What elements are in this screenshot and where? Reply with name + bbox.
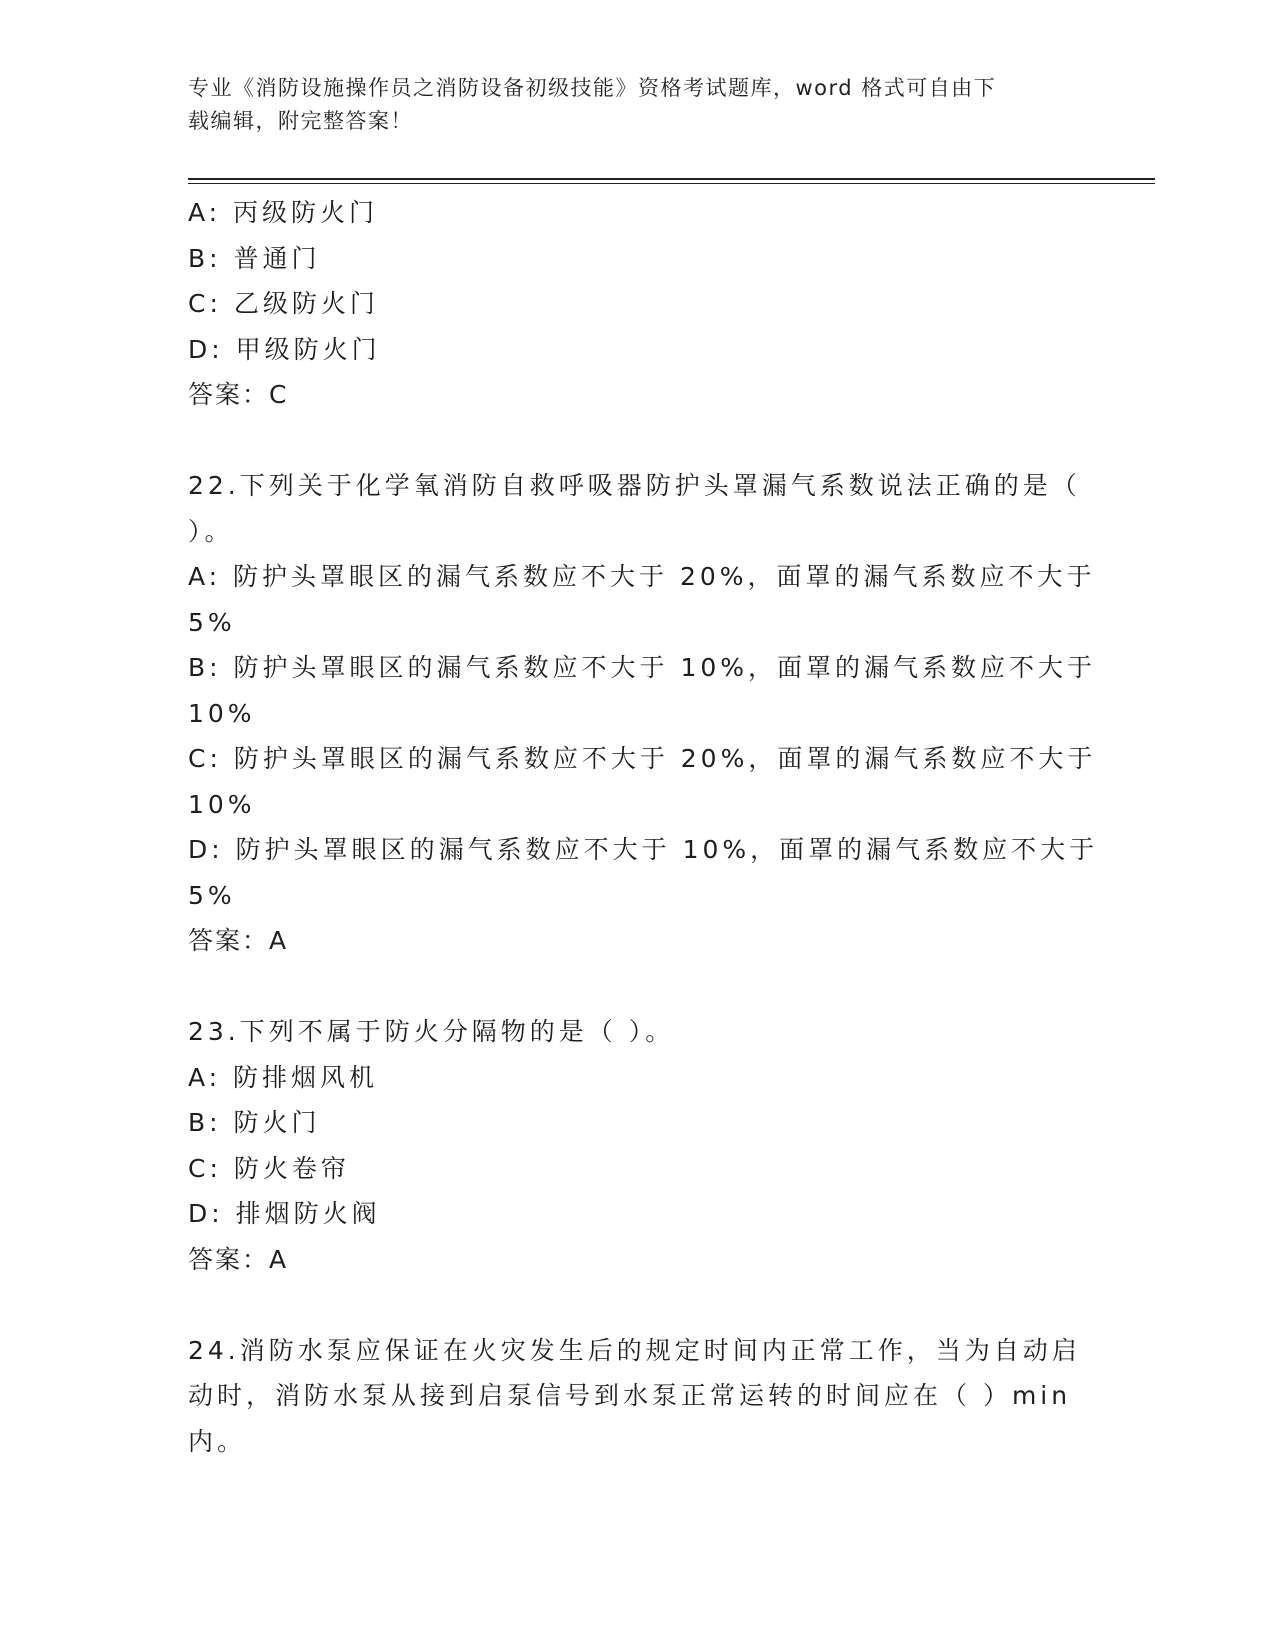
option-a: A: 防护头罩眼区的漏气系数应不大于 20%，面罩的漏气系数应不大于 [188, 562, 1096, 591]
prev-question-block [188, 190, 1088, 418]
question-stem: 23.下列不属于防火分隔物的是（ ）。 [188, 1017, 675, 1046]
question-stem: 22.下列关于化学氧消防自救呼吸器防护头罩漏气系数说法正确的是（ [188, 471, 1081, 500]
question-stem-cont: 内。 [188, 1426, 247, 1456]
option-a-cont: 5% [188, 607, 236, 637]
option-d: D: 排烟防火阀 [188, 1199, 381, 1228]
question-content [188, 190, 1099, 1464]
option-c: C: 乙级防火门 [188, 289, 379, 318]
option-a: A: 防排烟风机 [188, 1062, 379, 1092]
question-22-block [188, 463, 1099, 964]
question-stem-cont: 动时，消防水泵从接到启泵信号到水泵正常运转的时间应在（ ）min [188, 1381, 1072, 1410]
option-b: B: 普通门 [188, 243, 321, 273]
option-c-cont: 10% [188, 789, 256, 819]
answer: 答案：A [188, 926, 289, 955]
option-d: D: 防护头罩眼区的漏气系数应不大于 10%，面罩的漏气系数应不大于 [188, 835, 1099, 864]
option-a: A: 丙级防火门 [188, 198, 379, 227]
option-c: C: 防护头罩眼区的漏气系数应不大于 20%，面罩的漏气系数应不大于 [188, 744, 1097, 773]
question-stem-cont: ）。 [188, 516, 234, 546]
spacer [188, 964, 1088, 1010]
option-d-cont: 5% [188, 880, 236, 910]
option-b: B: 防护头罩眼区的漏气系数应不大于 10%，面罩的漏气系数应不大于 [188, 653, 1097, 682]
header-line-1: 专业《消防设施操作员之消防设备初级技能》资格考试题库，word 格式可自由下 [188, 76, 997, 100]
answer: 答案：A [188, 1244, 289, 1274]
question-stem: 24.消防水泵应保证在火灾发生后的规定时间内正常工作，当为自动启 [188, 1335, 1081, 1365]
answer: 答案：C [188, 380, 289, 409]
option-b-cont: 10% [188, 698, 256, 728]
spacer [188, 418, 1088, 464]
document-header [188, 72, 1068, 138]
option-b: B: 防火门 [188, 1108, 321, 1137]
option-d: D: 甲级防火门 [188, 334, 381, 364]
spacer [188, 1282, 1088, 1328]
header-divider-thick [188, 178, 1155, 180]
option-c: C: 防火卷帘 [188, 1153, 350, 1183]
header-line-2: 载编辑，附完整答案！ [188, 109, 413, 133]
question-24-block [188, 1328, 1088, 1465]
question-23-block [188, 1009, 1088, 1282]
header-divider-thin [188, 183, 1155, 184]
